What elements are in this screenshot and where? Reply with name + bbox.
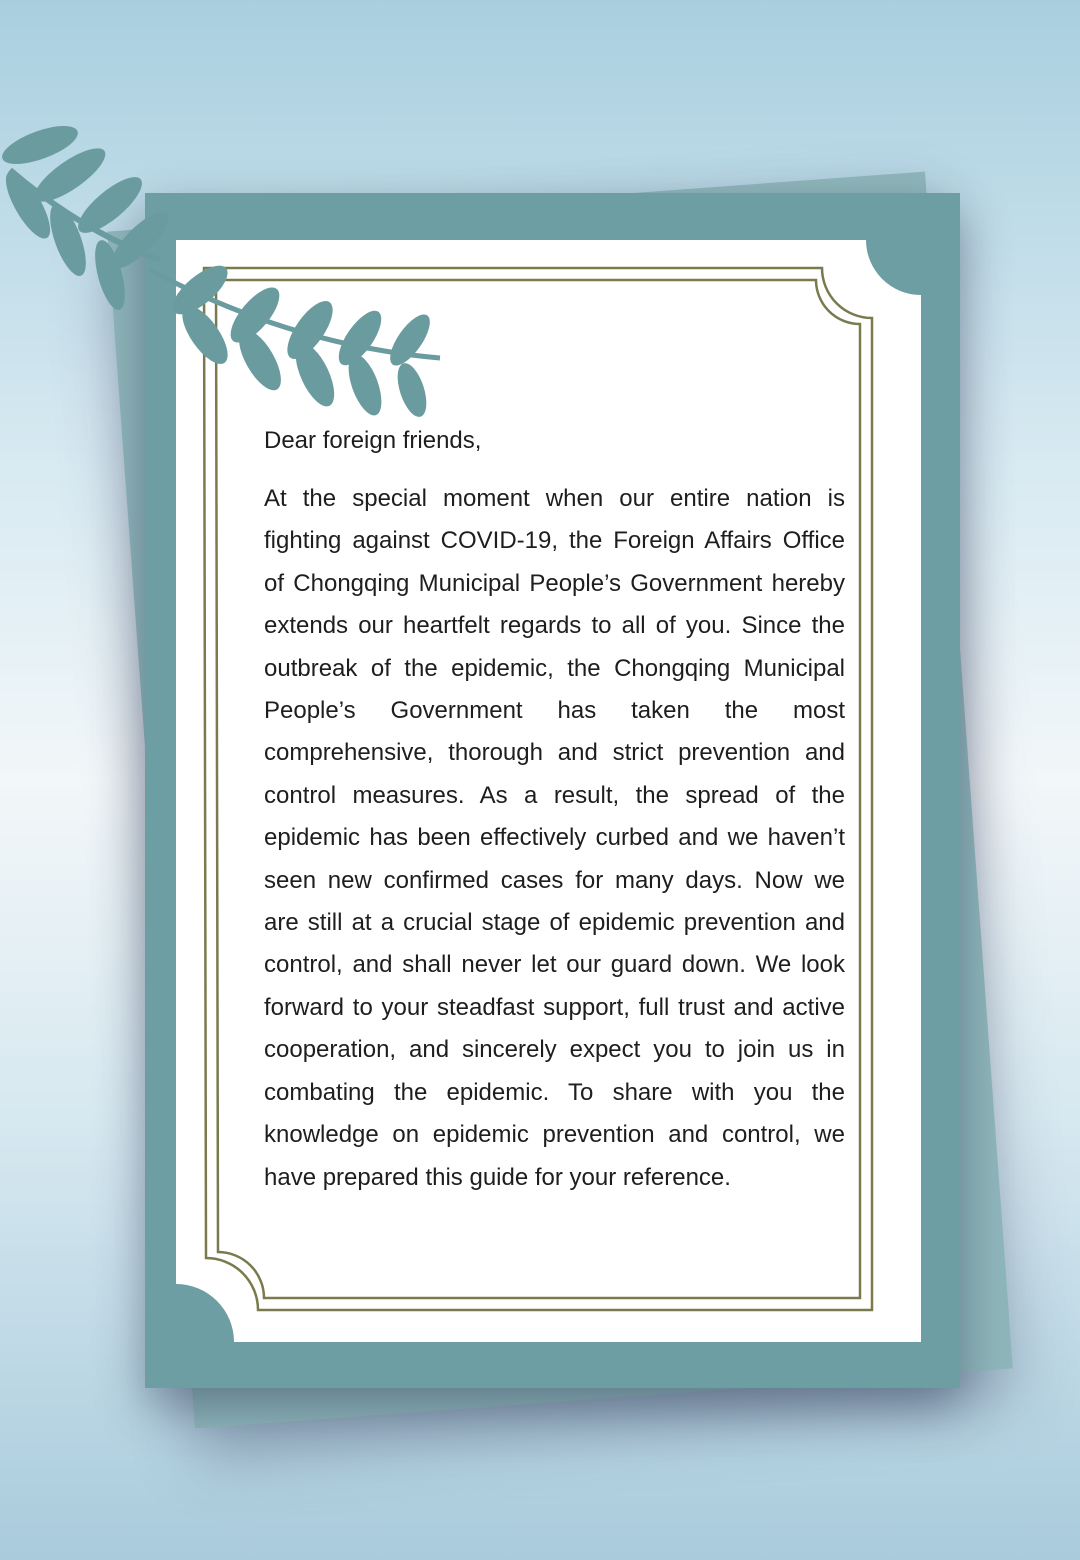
- letter-content: [264, 420, 845, 1199]
- letter-body: At the special moment when our entire nation is fighting against COVID-19, the Foreign Affairs Office of Chongqing Municipal People’s Government hereby extends our heartfelt regards to all of you. Since the outbreak of the epidemic, the Chongqing Municipal People’s Government has taken the most comprehensive, thorough and strict prevention and control measures. As a result, the spread of the epidemic has been effectively curbed and we haven’t seen new confirmed cases for many days. Now we are still at a crucial stage of epidemic prevention and control, and shall never let our guard down. We look forward to your steadfast support, full trust and active cooperation, and sincerely expect you to join us in combating the epidemic. To share with you the knowledge on epidemic prevention and control, we have prepared this guide for your reference.: [264, 485, 845, 1191]
- leaf-branch-icon: [0, 0, 460, 430]
- letter-salutation: Dear foreign friends,: [264, 427, 482, 454]
